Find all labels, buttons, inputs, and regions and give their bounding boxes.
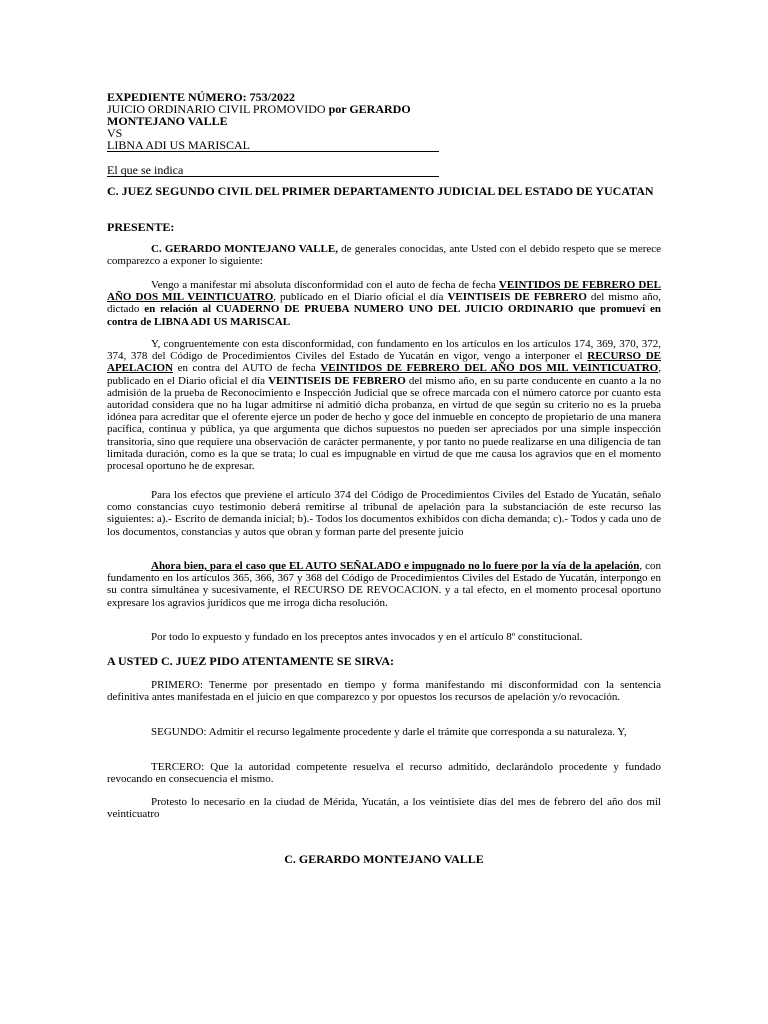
addressee: C. JUEZ SEGUNDO CIVIL DEL PRIMER DEPARTAMENTO JUDICIAL DEL ESTADO DE YUCATAN xyxy=(107,184,654,198)
paragraph-revocacion: Ahora bien, para el caso que EL AUTO SEÑALADO e impugnado no lo fuere por la vía de la apelación, con fundamento en los artículos 365, 366, 367 y 368 del Código de Procedimientos Civiles del Estado de Yucatán, interpongo en su contra simultánea y sucesivamente, el RECURSO DE REVOCACION. y a tal efecto, en el momento procesal oportuno expresare los agravios jurídicos que me irroga dicha resolución. xyxy=(107,560,662,609)
paragraph-fundamento: Por todo lo expuesto y fundado en los preceptos antes invocados y en el artículo 8º constitucional. xyxy=(151,631,583,643)
paragraph-disconformidad: Vengo a manifestar mi absoluta disconformidad con el auto de fecha de fecha VEINTIDOS DE FEBRERO DEL AÑO DOS MIL VEINTICUATRO, publicado en el Diario oficial el día VEINTISEIS DE FEBRERO del mismo año, dictado en relación al CUADERNO DE PRUEBA NUMERO UNO DEL JUICIO ORDINARIO que promueví en contra de LIBNA ADI US MARISCAL xyxy=(107,279,661,328)
petition-tercero: TERCERO: Que la autoridad competente resuelva el recurso admitido, declarándolo procedente y fundado revocando en consecuencia el mismo. xyxy=(107,761,661,786)
petition-heading: A USTED C. JUEZ PIDO ATENTAMENTE SE SIRVA: xyxy=(107,654,394,668)
signature-name: C. GERARDO MONTEJANO VALLE xyxy=(284,852,484,866)
versus: VS xyxy=(107,126,123,140)
paragraph-recurso-apelacion: Y, congruentemente con esta disconformidad, con fundamento en los artículos en los artículos 174, 369, 370, 372, 374, 378 del Código de Procedimientos Civiles del Estado de Yucatán en vigor, vengo a interponer el RECURSO DE APELACION en contra del AUTO de fecha VEINTIDOS DE FEBRERO DEL AÑO DOS MIL VEINTICUATRO, publicado en el Diario oficial el día VEINTISEIS DE FEBRERO del mismo año, en su parte conducente en cuanto a la no admisión de la prueba de Reconocimiento e Inspección Judicial que se ofrece marcada con el número catorce por cuanto esta autoridad considera que no ha lugar admitirse ni admitió dicha probanza, en virtud de que según su criterio no es la prueba idónea para acreditar que el oferente ejerce un poder de hecho y goce del inmueble en concepto de propietario de una manera pacífica, continua y pública, ya que argumenta que dichos supuestos no pueden ser apreciados por una simple inspección transitoria, sino que requiere una observación de carácter permanente, y por tanto no puede realizarse en una diligencia de tan limitada duración, como es la que se trata; lo cual es impugnable en virtud de que me causa los agravios que en el momento procesal oportuno he de expresar. xyxy=(107,338,661,473)
promovente: por GERARDO MONTEJANO VALLE xyxy=(107,102,411,128)
paragraph-constancias: Para los efectos que previene el artículo 374 del Código de Procedimientos Civiles del Estado de Yucatán, señalo como constancias cuyo testimonio deberá remitirse al tribunal de apelación para la substanciación de este recurso las siguientes: a).- Escrito de demanda inicial; b).- Todos los documentos exhibidos con dicha demanda; c).- Todos y cada uno de los documentos, constancias y autos que obran y forman parte del presente juicio xyxy=(107,489,661,538)
expediente-number: EXPEDIENTE NÚMERO: 753/2022 xyxy=(107,90,296,104)
demandada: LIBNA ADI US MARISCAL xyxy=(107,139,439,152)
case-header xyxy=(107,91,439,177)
protesto: Protesto lo necesario en la ciudad de Mérida, Yucatán, a los veintisiete días del mes de febrero del año dos mil veinticuatro xyxy=(107,796,661,821)
asunto: El que se indica xyxy=(107,164,439,177)
petition-primero: PRIMERO: Tenerme por presentado en tiempo y forma manifestando mi disconformidad con la sentencia definitiva antes manifestada en el juicio en que comparezco y por opuestos los recursos de apelación y/o revocación. xyxy=(107,679,661,704)
presente: PRESENTE: xyxy=(107,220,175,234)
intro-paragraph: C. GERARDO MONTEJANO VALLE, de generales conocidas, ante Usted con el debido respeto que se merece comparezco a exponer lo siguiente: xyxy=(107,243,662,268)
juicio-line: JUICIO ORDINARIO CIVIL PROMOVIDO por GERARDO MONTEJANO VALLE xyxy=(107,102,411,128)
petition-segundo: SEGUNDO: Admitir el recurso legalmente procedente y darle el trámite que corresponda a su naturaleza. Y, xyxy=(151,726,627,738)
